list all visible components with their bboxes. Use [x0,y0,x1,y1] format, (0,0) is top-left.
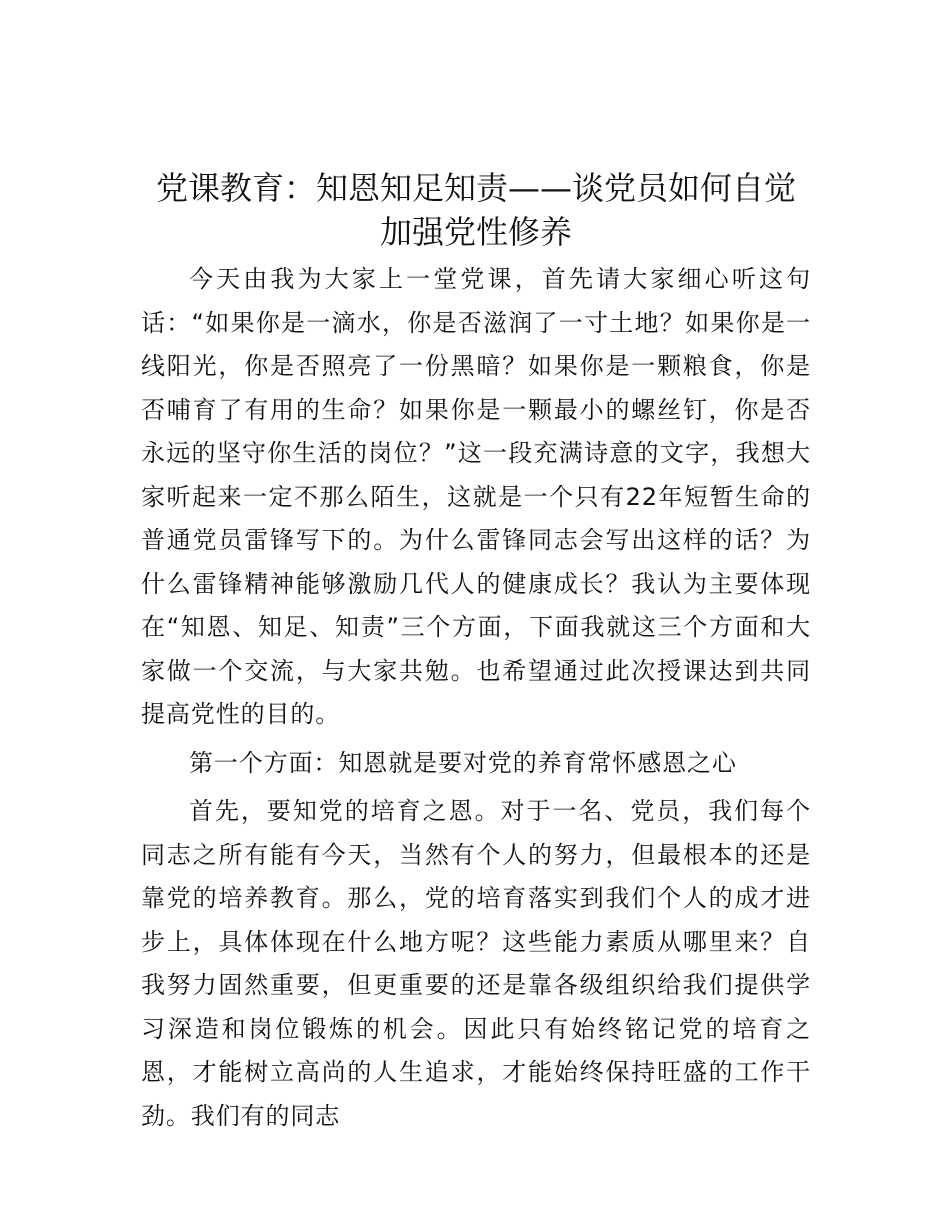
title-line-2: 加强党性修养 [379,213,572,251]
body-paragraph-gratitude: 首先，要知党的培育之恩。对于一名、党员，我们每个同志之所有能有今天，当然有个人的努力，但最根本的还是靠党的培养教育。那么，党的培育落实到我们个人的成才进步上，具体体现在什么地方呢？这些能力素质从哪里来？自我努力固然重要，但更重要的还是靠各级组织给我们提供学习深造和岗位锻炼的机会。因此只有始终铭记党的培育之恩，才能树立高尚的人生追求，才能始终保持旺盛的工作干劲。我们有的同志 [141,797,811,1130]
section-heading-1: 第一个方面：知恩就是要对党的养育常怀感恩之心 [189,748,737,777]
document-page [141,166,811,1138]
title-line-1: 党课教育：知恩知足知责——谈党员如何自觉 [155,169,796,207]
document-title [141,166,811,254]
body-paragraph-intro: 今天由我为大家上一堂党课，首先请大家细心听这句话：“如果你是一滴水，你是否滋润了一寸土地？如果你是一线阳光，你是否照亮了一份黑暗？如果你是一颗粮食，你是否哺育了有用的生命？如果你是一颗最小的螺丝钉，你是否永远的坚守你生活的岗位？”这一段充满诗意的文字，我想大家听起来一定不那么陌生，这就是一个只有22年短暂生命的普通党员雷锋写下的。为什么雷锋同志会写出这样的话？为什么雷锋精神能够激励几代人的健康成长？我认为主要体现在“知恩、知足、知责”三个方面，下面我就这三个方面和大家做一个交流，与大家共勉。也希望通过此次授课达到共同提高党性的目的。 [141,265,811,728]
